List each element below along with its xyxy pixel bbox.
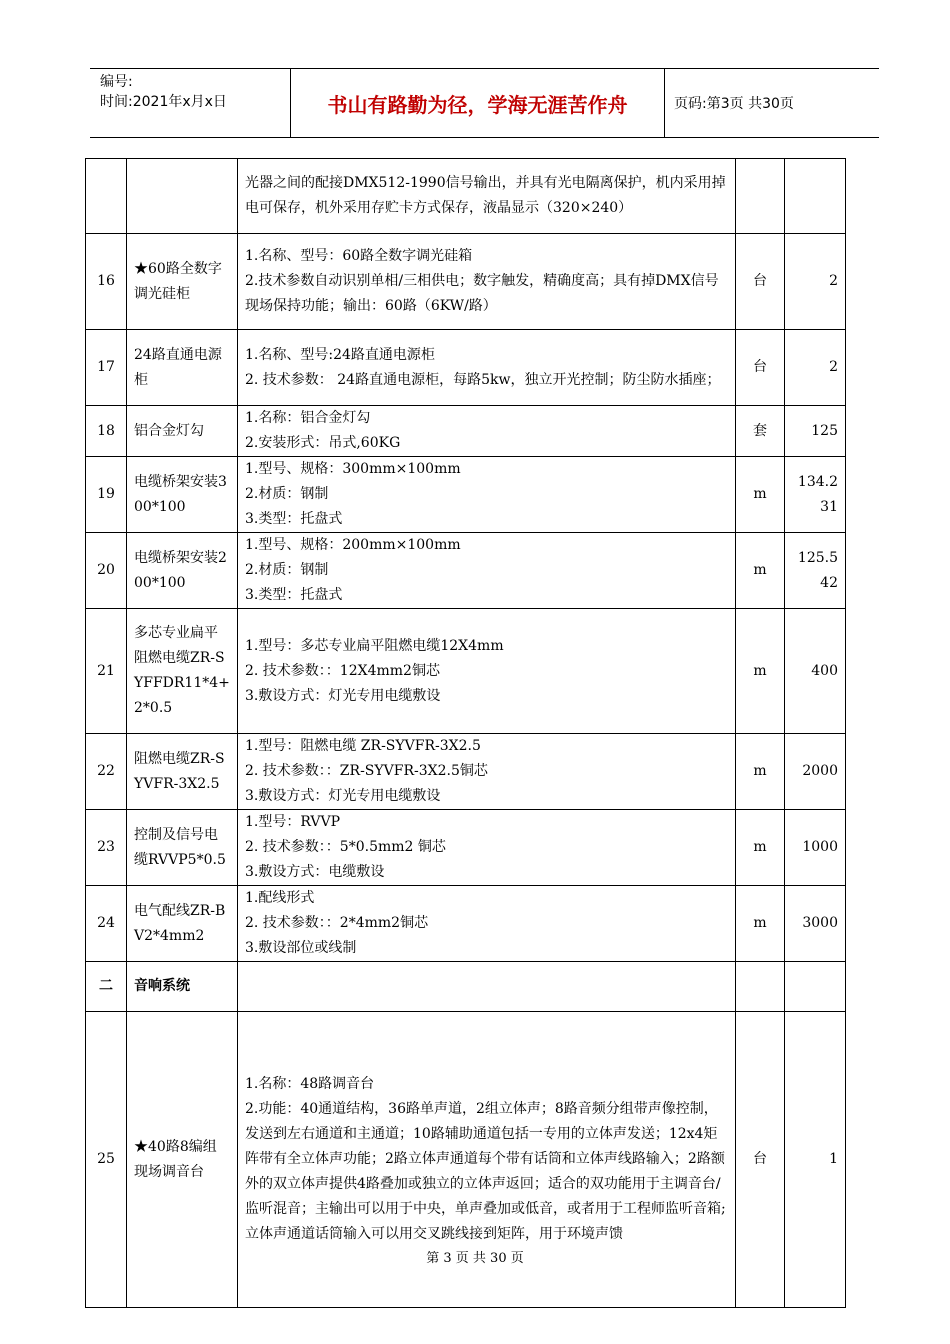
cell-unit: 套 bbox=[736, 406, 785, 457]
cell-name bbox=[127, 159, 238, 234]
spec-line: 1.型号：多芯专业扁平阻燃电缆12X4mm bbox=[245, 637, 504, 654]
header-motto: 书山有路勤为径，学海无涯苦作舟 bbox=[290, 69, 665, 137]
time-label: 时间:2021年x月x日 bbox=[100, 94, 227, 110]
cell-spec bbox=[238, 159, 736, 234]
cell-name: 多芯专业扁平阻燃电缆ZR-SYFFDR11*4+2*0.5 bbox=[127, 609, 238, 734]
spec-line: 2.材质：钢制 bbox=[245, 486, 329, 502]
spec-line: 1.型号、规格：300mm×100mm bbox=[245, 461, 461, 477]
spec-line: 1.型号：阻燃电缆 ZR-SYVFR-3X2.5 bbox=[245, 738, 481, 754]
spec-line: 2.安装形式：吊式,60KG bbox=[245, 435, 401, 451]
spec-line: 光器之间的配接DMX512-1990信号输出，并具有光电隔离保护，机内采用掉电可保存，机外采用存贮卡方式保存，液晶显示（320×240） bbox=[245, 175, 726, 216]
table-row bbox=[86, 457, 846, 533]
cell-unit bbox=[736, 159, 785, 234]
cell-spec bbox=[238, 406, 736, 457]
cell-qty bbox=[785, 159, 846, 234]
spec-line: 2. 技术参数：：ZR-SYVFR-3X2.5铜芯 bbox=[245, 763, 488, 779]
cell-qty: 3000 bbox=[785, 886, 846, 962]
table-row bbox=[86, 159, 846, 234]
spec-line: 3.类型：托盘式 bbox=[245, 587, 343, 603]
cell-qty: 1000 bbox=[785, 810, 846, 886]
spec-line: 1.型号：RVVP bbox=[245, 814, 341, 830]
cell-no: 16 bbox=[86, 234, 127, 330]
cell-unit: m bbox=[736, 810, 785, 886]
page-header bbox=[90, 68, 879, 138]
table-row bbox=[86, 810, 846, 886]
cell-no: 20 bbox=[86, 533, 127, 609]
spec-line: 2.技术参数自动识别单相/三相供电；数字触发，精确度高；具有掉DMX信号现场保持功能；输出：60路（6KW/路） bbox=[245, 273, 719, 314]
cell-spec bbox=[238, 962, 736, 1012]
cell-qty: 1 bbox=[785, 1012, 846, 1308]
cell-qty: 134.231 bbox=[785, 457, 846, 533]
header-meta bbox=[90, 69, 290, 137]
cell-unit: 台 bbox=[736, 330, 785, 406]
cell-unit: m bbox=[736, 609, 785, 734]
cell-name: 电气配线ZR-BV2*4mm2 bbox=[127, 886, 238, 962]
cell-spec bbox=[238, 810, 736, 886]
cell-no: 23 bbox=[86, 810, 127, 886]
spec-line: 2.材质：钢制 bbox=[245, 562, 329, 578]
cell-spec bbox=[238, 734, 736, 810]
cell-qty: 125 bbox=[785, 406, 846, 457]
cell-unit: m bbox=[736, 734, 785, 810]
cell-unit: m bbox=[736, 886, 785, 962]
cell-name: ★60路全数字调光硅柜 bbox=[127, 234, 238, 330]
cell-qty: 2 bbox=[785, 330, 846, 406]
cell-name: 24路直通电源柜 bbox=[127, 330, 238, 406]
spec-line: 3.敷设方式：灯光专用电缆敷设 bbox=[245, 687, 441, 704]
cell-name: 音响系统 bbox=[127, 962, 238, 1012]
spec-line: 2. 技术参数：：2*4mm2铜芯 bbox=[245, 915, 429, 931]
cell-qty: 2000 bbox=[785, 734, 846, 810]
spec-line: 1.名称：铝合金灯勾 bbox=[245, 410, 371, 426]
table-row bbox=[86, 734, 846, 810]
spec-line: 3.敷设部位或线制 bbox=[245, 940, 357, 956]
cell-unit: 台 bbox=[736, 1012, 785, 1308]
cell-qty: 400 bbox=[785, 609, 846, 734]
cell-name: 铝合金灯勾 bbox=[127, 406, 238, 457]
cell-spec bbox=[238, 533, 736, 609]
cell-unit: 台 bbox=[736, 234, 785, 330]
table-row bbox=[86, 533, 846, 609]
table-row bbox=[86, 406, 846, 457]
spec-line: 3.类型：托盘式 bbox=[245, 511, 343, 527]
cell-no: 21 bbox=[86, 609, 127, 734]
cell-qty: 2 bbox=[785, 234, 846, 330]
cell-no: 18 bbox=[86, 406, 127, 457]
cell-unit: m bbox=[736, 533, 785, 609]
cell-name: ★40路8编组现场调音台 bbox=[127, 1012, 238, 1308]
spec-line: 2. 技术参数： 24路直通电源柜，每路5kw，独立开光控制；防尘防水插座； bbox=[245, 371, 721, 388]
spec-line: 3.敷设方式：电缆敷设 bbox=[245, 864, 385, 880]
page-footer: 第 3 页 共 30 页 bbox=[426, 1251, 524, 1266]
table-row bbox=[86, 234, 846, 330]
cell-spec bbox=[238, 330, 736, 406]
cell-qty: 125.542 bbox=[785, 533, 846, 609]
spec-line: 2. 技术参数：：12X4mm2铜芯 bbox=[245, 662, 440, 679]
cell-qty bbox=[785, 962, 846, 1012]
cell-name: 电缆桥架安装200*100 bbox=[127, 533, 238, 609]
table-row bbox=[86, 609, 846, 734]
table-row bbox=[86, 330, 846, 406]
page-number-label: 页码:第3页 共30页 bbox=[674, 96, 794, 112]
cell-spec bbox=[238, 457, 736, 533]
spec-line: 1.名称：48路调音台 bbox=[245, 1076, 375, 1092]
spec-line: 3.敷设方式：灯光专用电缆敷设 bbox=[245, 788, 441, 804]
cell-no: 17 bbox=[86, 330, 127, 406]
cell-no bbox=[86, 159, 127, 234]
cell-no: 二 bbox=[86, 962, 127, 1012]
spec-line: 1.型号、规格：200mm×100mm bbox=[245, 537, 461, 553]
spec-line: 2.功能：40通道结构，36路单声道，2组立体声；8路音频分组带声像控制，发送到左右通道和主通道；10路辅助通道包括一专用的立体声发送；12x4矩阵带有全立体声功能；2路立体声通道每个带有话筒和立体声线路输入；2路额外的双立体声提供4路叠加或独立的立体声返回；适合的双功能用于主调音台/监听混音；主输出可以用于中央，单声叠加或低音，或者用于工程师监听音箱;立体声通道话筒输入可以用交叉跳线接到矩阵，用于环境声馈 bbox=[245, 1101, 726, 1242]
spec-line: 1.配线形式 bbox=[245, 890, 315, 906]
spec-line: 1.名称、型号：60路全数字调光硅箱 bbox=[245, 248, 473, 264]
cell-spec bbox=[238, 609, 736, 734]
item-table bbox=[85, 158, 846, 1308]
cell-name: 阻燃电缆ZR-SYVFR-3X2.5 bbox=[127, 734, 238, 810]
cell-spec bbox=[238, 886, 736, 962]
spec-line: 2. 技术参数：：5*0.5mm2 铜芯 bbox=[245, 839, 446, 855]
cell-no: 19 bbox=[86, 457, 127, 533]
cell-unit bbox=[736, 962, 785, 1012]
number-label: 编号: bbox=[100, 74, 133, 90]
cell-name: 控制及信号电缆RVVP5*0.5 bbox=[127, 810, 238, 886]
cell-spec bbox=[238, 234, 736, 330]
section-row bbox=[86, 962, 846, 1012]
cell-unit: m bbox=[736, 457, 785, 533]
cell-no: 24 bbox=[86, 886, 127, 962]
cell-no: 22 bbox=[86, 734, 127, 810]
cell-no: 25 bbox=[86, 1012, 127, 1308]
table-row bbox=[86, 886, 846, 962]
spec-line: 1.名称、型号:24路直通电源柜 bbox=[245, 346, 435, 363]
cell-name: 电缆桥架安装300*100 bbox=[127, 457, 238, 533]
